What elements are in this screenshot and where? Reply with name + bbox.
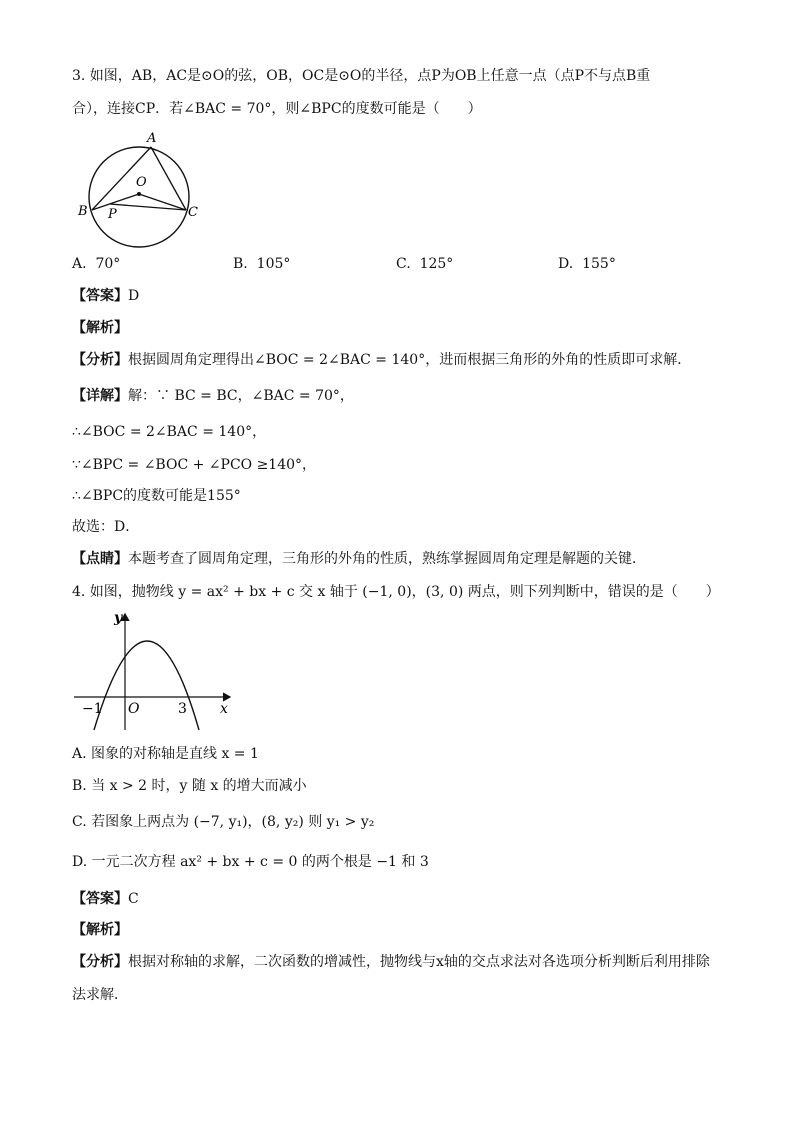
q3-circle-figure <box>72 128 212 250</box>
q3-fenxi-tag: 【分析】 <box>72 352 128 368</box>
label-neg1: −1 <box>82 701 103 717</box>
q4-fenxi-line1: 根据对称轴的求解，二次函数的增减性，抛物线与x轴的交点求法对各选项分析判断后利用排除 <box>128 954 710 970</box>
q3-option-b <box>233 254 290 274</box>
label-y: y <box>114 610 123 626</box>
center-dot <box>137 192 141 196</box>
q4-answer <box>72 889 139 909</box>
q4-option-d: D. 一元二次方程 ax² + bx + c = 0 的两个根是 −1 和 3 <box>72 854 429 870</box>
q3-option-d-value: 155° <box>582 256 616 272</box>
q3-answer-value: D <box>128 288 140 304</box>
q3-xiangjie-tag: 【详解】 <box>72 388 128 404</box>
q3-option-a-value: 70° <box>95 256 121 272</box>
q3-option-c-value: 125° <box>419 256 454 272</box>
q4-fenxi-line2: 法求解． <box>72 987 128 1003</box>
q4-option-a: A. 图象的对称轴是直线 x = 1 <box>72 746 259 762</box>
q4-fenxi-tag: 【分析】 <box>72 954 128 970</box>
q3-option-a <box>72 254 120 274</box>
label-b: B <box>78 204 88 219</box>
label-p: P <box>108 207 117 222</box>
label-x: x <box>220 701 228 717</box>
q3-analysis-tag: 【解析】 <box>72 320 128 336</box>
label-c: C <box>188 205 198 220</box>
q3-xiangjie <box>72 386 354 406</box>
q3-fenxi-text: 根据圆周角定理得出∠BOC = 2∠BAC = 140°，进而根据三角形的外角的性质即可求解． <box>128 352 692 368</box>
q3-stem-line1: 3. 如图，AB，AC是⊙O的弦，OB，OC是⊙O的半径，点P为OB上任意一点（点P不与点B重 <box>72 68 651 84</box>
q4-answer-value: C <box>128 891 139 907</box>
label-origin: O <box>128 701 140 717</box>
label-a: A <box>147 131 157 146</box>
q3-dianjing <box>72 549 646 569</box>
q3-option-b-value: 105° <box>256 256 291 272</box>
q3-option-a-letter: A. <box>72 256 87 272</box>
q3-xiangjie-line1: 解：∵ BC = BC，∠BAC = 70°， <box>128 388 354 404</box>
q3-xiangjie-line2: ∴∠BOC = 2∠BAC = 140°， <box>72 424 267 440</box>
q3-option-c-letter: C. <box>396 256 411 272</box>
segment-cp <box>110 204 186 210</box>
q4-option-c: C. 若图象上两点为 (−7, y₁)，(8, y₂) 则 y₁ > y₂ <box>72 814 375 830</box>
q3-option-c <box>396 254 453 274</box>
q3-xiangjie-line3: ∵∠BPC = ∠BOC + ∠PCO ≥140°， <box>72 457 317 473</box>
q4-stem: 4. 如图，抛物线 y = ax² + bx + c 交 x 轴于 (−1, 0)，(3, 0) 两点，则下列判断中，错误的是（ ） <box>72 584 720 600</box>
q4-parabola-figure <box>72 610 242 732</box>
q3-option-d-letter: D. <box>558 256 574 272</box>
q3-fenxi <box>72 350 691 370</box>
q4-answer-tag: 【答案】 <box>72 891 128 907</box>
q3-answer <box>72 286 139 306</box>
q3-option-d <box>558 254 616 274</box>
q3-stem-line2: 合），连接CP．若∠BAC = 70°，则∠BPC的度数可能是（ ） <box>72 101 482 117</box>
q4-option-b: B. 当 x > 2 时，y 随 x 的增大而减小 <box>72 778 307 794</box>
q3-option-b-letter: B. <box>233 256 248 272</box>
label-three: 3 <box>178 701 187 717</box>
q4-fenxi <box>72 952 710 972</box>
q3-xuan: 故选：D． <box>72 519 140 535</box>
label-o: O <box>136 175 147 190</box>
q3-answer-tag: 【答案】 <box>72 288 128 304</box>
q3-xiangjie-line4: ∴∠BPC的度数可能是155° <box>72 488 241 504</box>
q3-dianjing-tag: 【点睛】 <box>72 551 128 567</box>
q3-dianjing-text: 本题考查了圆周角定理，三角形的外角的性质，熟练掌握圆周角定理是解题的关键． <box>128 551 646 567</box>
q4-analysis-tag: 【解析】 <box>72 922 128 938</box>
